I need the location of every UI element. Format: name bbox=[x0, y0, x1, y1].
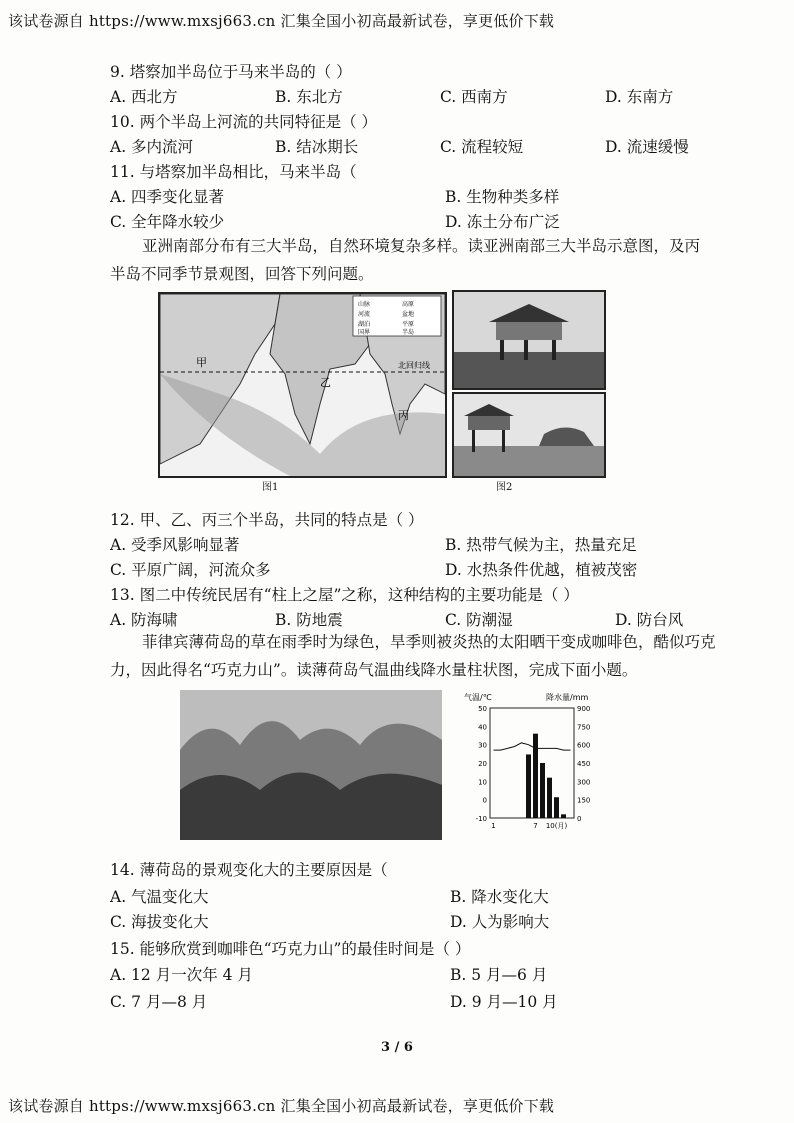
y-tick-label: 10 bbox=[478, 778, 487, 787]
q14-option-b: B. 降水变化大 bbox=[450, 888, 549, 906]
legend-item-7: 平原 bbox=[402, 321, 415, 328]
y2-tick-label: 900 bbox=[577, 705, 591, 713]
intro-paragraph-1: 亚洲南部分布有三大半岛，自然环境复杂多样。读亚洲南部三大半岛示意图，及丙半岛不同季节景观图，回答下列问题。 bbox=[110, 237, 701, 283]
legend-item-6: 盆地 bbox=[402, 311, 415, 318]
intro-paragraph-2: 菲律宾薄荷岛的草在雨季时为绿色，旱季则被炎热的太阳晒干变成咖啡色，酷似巧克力，因此得名“巧克力山”。读薄荷岛气温曲线降水量柱状图，完成下面小题。 bbox=[110, 633, 716, 679]
q12-option-a: A. 受季风影响显著 bbox=[110, 536, 240, 554]
q14-option-a: A. 气温变化大 bbox=[110, 888, 209, 906]
q9-option-b: B. 东北方 bbox=[275, 88, 343, 106]
y2-tick-label: 450 bbox=[577, 760, 591, 768]
q12-option-c: C. 平原广阔，河流众多 bbox=[110, 561, 271, 579]
chocolate-hills-photo bbox=[180, 690, 442, 840]
y-tick-label: 40 bbox=[478, 723, 487, 732]
chart-y2label: 降水量/mm bbox=[546, 693, 589, 702]
figure-2-photo-top bbox=[452, 290, 606, 390]
y-tick-label: 0 bbox=[482, 796, 487, 805]
climate-chart bbox=[462, 690, 602, 838]
header-watermark: 该试卷源自 https://www.mxsj663.cn 汇集全国小初高最新试卷，享更低价下载 bbox=[8, 12, 555, 30]
q12-option-d: D. 水热条件优越，植被茂密 bbox=[445, 561, 638, 579]
map-label-jia: 甲 bbox=[196, 356, 207, 369]
q12-stem: 12. 甲、乙、丙三个半岛，共同的特点是（ ） bbox=[110, 511, 424, 529]
q14-stem: 14. 薄荷岛的景观变化大的主要原因是（ bbox=[110, 861, 388, 879]
y2-tick-label: 150 bbox=[577, 796, 591, 805]
x-tick-label: 1 bbox=[491, 822, 496, 830]
q9-stem: 9. 塔察加半岛位于马来半岛的（ ） bbox=[110, 63, 352, 81]
legend-item-3: 湖泊 bbox=[358, 321, 371, 328]
precipitation-bar bbox=[540, 763, 545, 818]
q10-option-a: A. 多内流河 bbox=[110, 138, 194, 156]
q15-option-b: B. 5 月—6 月 bbox=[450, 966, 548, 984]
x-tick-label: 7 bbox=[533, 822, 538, 830]
figure-1-caption: 图1 bbox=[262, 482, 279, 493]
q13-option-d: D. 防台风 bbox=[615, 611, 684, 629]
y2-tick-label: 600 bbox=[577, 741, 591, 750]
map-label-bing: 丙 bbox=[398, 409, 409, 422]
q11-stem: 11. 与塔察加半岛相比，马来半岛（ bbox=[110, 163, 357, 181]
x-tick-label: 10(月) bbox=[545, 822, 568, 830]
q15-option-a: A. 12 月一次年 4 月 bbox=[110, 966, 253, 984]
legend-item-8: 半岛 bbox=[402, 329, 415, 336]
legend-item-4: 国界 bbox=[358, 329, 371, 336]
q13-option-a: A. 防海啸 bbox=[110, 611, 178, 629]
q9-option-d: D. 东南方 bbox=[605, 88, 674, 106]
figure-2-photo-bottom bbox=[452, 392, 606, 478]
q11-option-b: B. 生物种类多样 bbox=[445, 188, 560, 206]
footer-watermark: 该试卷源自 https://www.mxsj663.cn 汇集全国小初高最新试卷，享更低价下载 bbox=[8, 1097, 555, 1115]
q11-option-a: A. 四季变化显著 bbox=[110, 188, 225, 206]
q13-option-b: B. 防地震 bbox=[275, 611, 343, 629]
q13-stem: 13. 图二中传统民居有“柱上之屋”之称，这种结构的主要功能是（ ） bbox=[110, 586, 579, 604]
precipitation-bar bbox=[547, 778, 552, 818]
chart-ylabel: 气温/℃ bbox=[464, 693, 492, 702]
q10-option-d: D. 流速缓慢 bbox=[605, 138, 689, 156]
y-tick-label: -10 bbox=[475, 815, 487, 823]
precipitation-bar bbox=[561, 814, 566, 818]
q10-stem: 10. 两个半岛上河流的共同特征是（ ） bbox=[110, 113, 378, 131]
q12-option-b: B. 热带气候为主，热量充足 bbox=[445, 536, 637, 554]
q13-option-c: C. 防潮湿 bbox=[445, 611, 513, 629]
temperature-line bbox=[494, 743, 571, 750]
legend-item-5: 高原 bbox=[402, 301, 415, 308]
q10-option-c: C. 流程较短 bbox=[440, 138, 524, 156]
y2-tick-label: 0 bbox=[577, 815, 582, 823]
figure-2-caption: 图2 bbox=[496, 482, 513, 493]
precipitation-bar bbox=[554, 797, 559, 818]
q9-option-c: C. 西南方 bbox=[440, 88, 508, 106]
y-tick-label: 30 bbox=[478, 741, 487, 750]
y2-tick-label: 750 bbox=[577, 723, 591, 732]
q15-option-d: D. 9 月—10 月 bbox=[450, 993, 558, 1011]
y-tick-label: 20 bbox=[478, 760, 487, 768]
y-tick-label: 50 bbox=[478, 705, 487, 713]
chart-frame bbox=[490, 708, 574, 818]
legend-item-2: 河流 bbox=[358, 311, 371, 318]
q15-stem: 15. 能够欣赏到咖啡色“巧克力山”的最佳时间是（ ） bbox=[110, 940, 471, 958]
precipitation-bar bbox=[526, 754, 531, 818]
q9-option-a: A. 西北方 bbox=[110, 88, 178, 106]
precipitation-bar bbox=[533, 734, 538, 818]
tropic-line-label: 北回归线 bbox=[398, 361, 430, 370]
legend-item-1: 山脉 bbox=[358, 301, 371, 308]
y2-tick-label: 300 bbox=[577, 778, 591, 787]
page-number: 3 / 6 bbox=[381, 1040, 413, 1055]
q10-option-b: B. 结冰期长 bbox=[275, 138, 359, 156]
map-label-yi: 乙 bbox=[320, 376, 331, 389]
q15-option-c: C. 7 月—8 月 bbox=[110, 993, 208, 1011]
q11-option-d: D. 冻土分布广泛 bbox=[445, 213, 560, 231]
q14-option-c: C. 海拔变化大 bbox=[110, 913, 209, 931]
q11-option-c: C. 全年降水较少 bbox=[110, 213, 225, 231]
q14-option-d: D. 人为影响大 bbox=[450, 913, 550, 931]
figure-1-map bbox=[158, 292, 447, 478]
